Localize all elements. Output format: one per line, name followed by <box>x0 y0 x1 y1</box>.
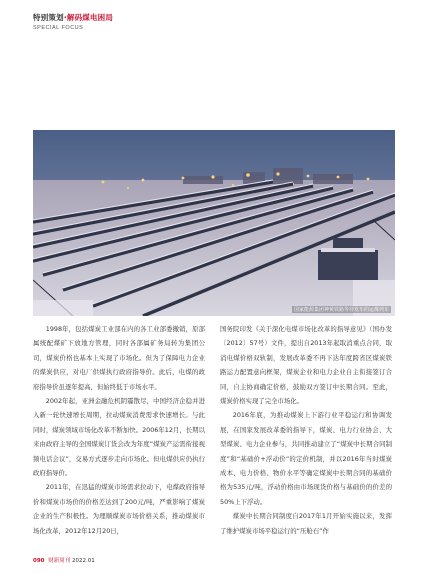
section-header <box>33 12 113 31</box>
article-column-right <box>220 322 392 538</box>
paragraph: 2002年起，亚洲金融危机阴霾散尽，中国经济企稳并进入新一轮快速增长周期，拉动煤炭消费需求快速增长。与此同时，煤炭领域市场化改革不断加快。2006年12月，长期以来由政府主导的全国煤炭订货会改为年度“煤炭产运需衔接视频电话会议”，交易方式逐步走向市场化。但电煤供应仍执行政府指导价。 <box>33 397 205 478</box>
paragraph: 2016年底，为推动煤炭上下游行业平稳运行和协调发展，在国家发展改革委的指导下，煤炭、电力行业协会、大型煤炭、电力企业参与，共同推动建立了“煤炭中长期合同制度”和“基础价+浮动价”的定价机制，并以2016年当时煤炭成本、电力价格、物价水平等确定煤炭中长期合同的基础价格为535元/吨，浮动价格由市场现货价格与基础价的价差的50%上下浮动。 <box>220 411 392 506</box>
train-yard-photo <box>33 130 395 316</box>
page-footer <box>33 556 95 564</box>
paragraph: 1998年，包括煤炭工业部在内的各工业部委撤销，原部属统配煤矿下放地方管理，同时各部属矿务局转为集团公司，煤炭价格也基本上实现了市场化。但为了保障电力企业的煤炭供应，对电厂供煤执行政府指导价。此后，电煤的政府指导价虽逐年提高，但始终低于市场水平。 <box>33 325 205 391</box>
section-subtitle: SPECIAL FOCUS <box>33 25 84 31</box>
paragraph: 煤炭中长期合同制度自2017年1月开始实施以来，发挥了维护煤炭市场平稳运行的“压舱石”作 <box>220 512 392 535</box>
train-yard-illustration <box>33 130 395 316</box>
paragraph: 2011年，在迅猛的煤炭市场需求拉动下，电煤政府指导价和煤炭市场价的价格差达到了200元/吨，严重影响了煤炭企业的生产积极性。为理顺煤炭市场价格关系，推动煤炭市场化改革，2012年12月20日， <box>33 483 205 535</box>
publication-name: 财新周刊 <box>48 558 71 564</box>
page-number: 090 <box>33 558 45 564</box>
section-topic: 解码煤电困局 <box>66 13 114 22</box>
issue-date: 2022.01 <box>72 558 95 564</box>
section-dot: · <box>63 13 67 22</box>
paragraph: 国务院印发《关于深化电煤市场化改革的指导意见》（国办发〔2012〕57号）文件，提出自2013年起取消重点合同，取消电煤价格双轨制，发展改革委不再下达年度跨省区煤炭铁路运力配置意向框架，煤炭企业和电力企业自主衔接签订合同，自主协商确定价格，鼓励双方签订中长期合同。至此，煤炭价格实现了完全市场化。 <box>220 325 392 406</box>
photo-caption: 国家能源集团神黄铁路等待发车的运煤列车 <box>293 307 389 313</box>
section-label: 特别策划 <box>33 13 64 22</box>
section-title <box>33 12 113 23</box>
article-column-left <box>33 322 205 538</box>
